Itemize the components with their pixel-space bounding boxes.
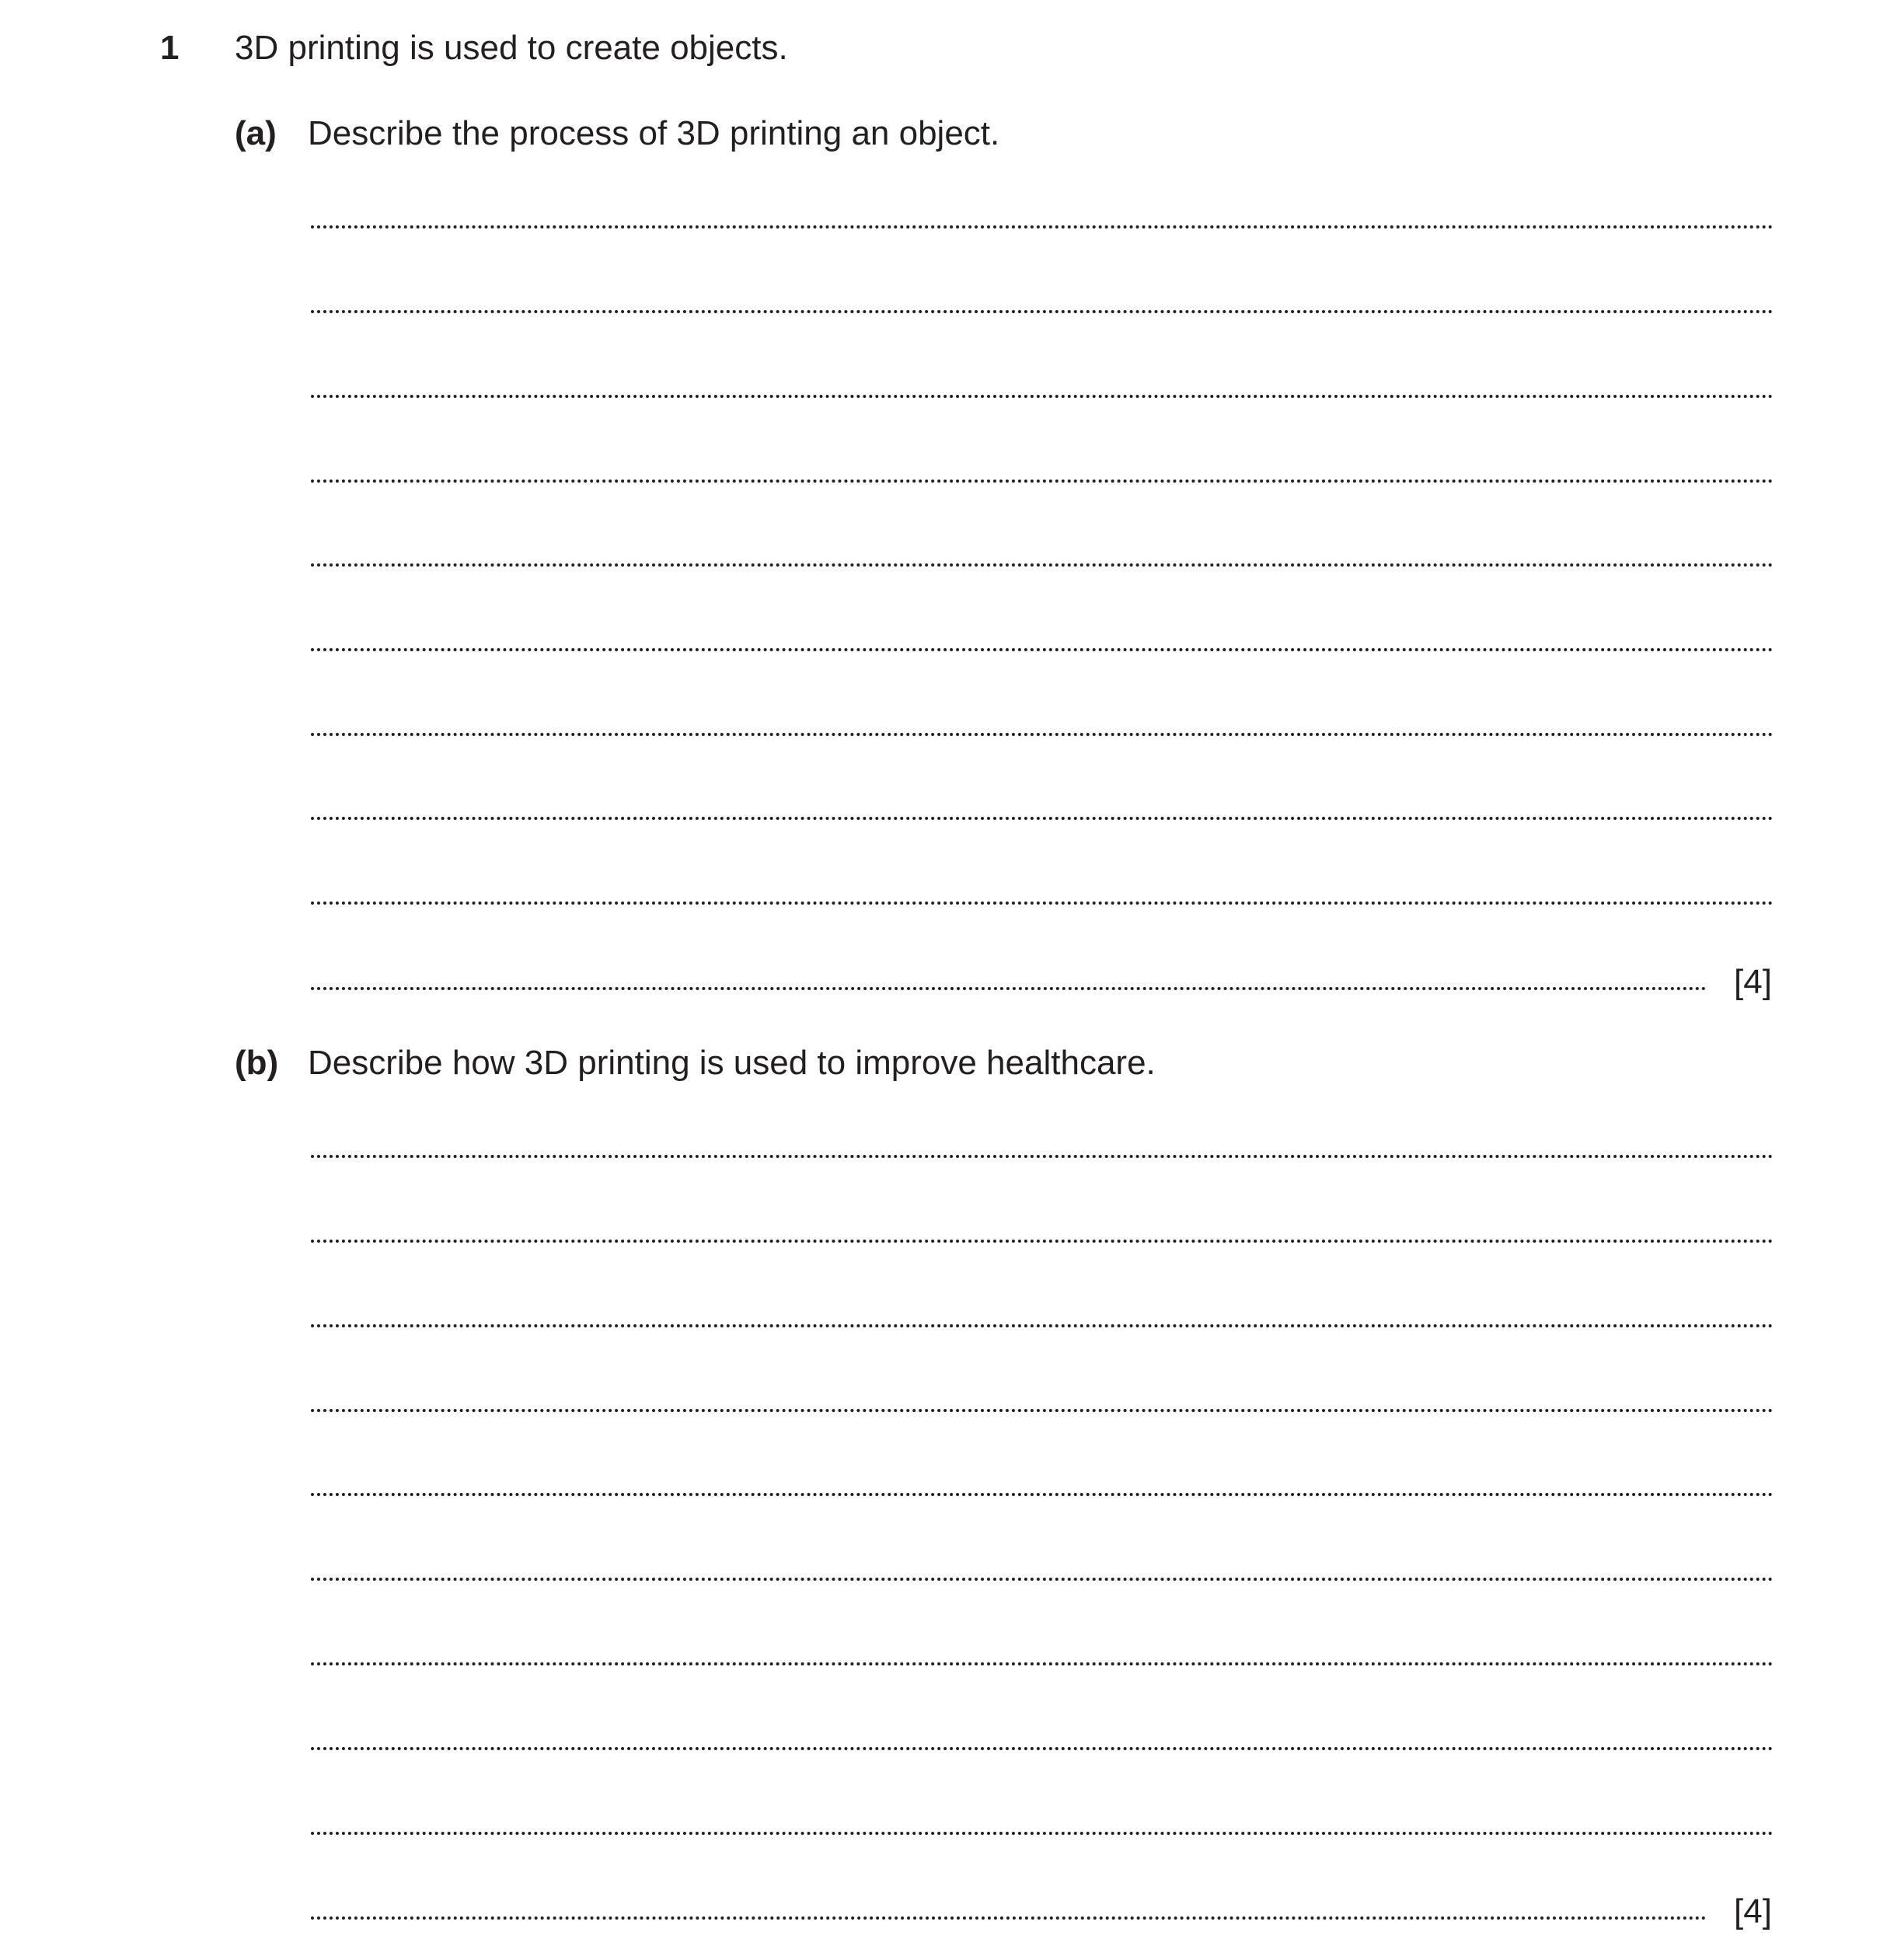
- part-b-answer-line[interactable]: [311, 1916, 1707, 1920]
- part-b-text: Describe how 3D printing is used to improve healthcare.: [308, 1044, 1156, 1082]
- part-a-text: Describe the process of 3D printing an object.: [308, 114, 1000, 152]
- part-b-answer-line[interactable]: [311, 1493, 1774, 1496]
- part-a-answer-line[interactable]: [311, 480, 1774, 483]
- part-a-answer-line[interactable]: [311, 648, 1774, 651]
- part-b-answer-line[interactable]: [311, 1578, 1774, 1581]
- part-a-answer-line[interactable]: [311, 902, 1774, 905]
- part-b-answer-line[interactable]: [311, 1662, 1774, 1665]
- part-b-answer-line[interactable]: [311, 1832, 1774, 1835]
- part-a-label: (a): [235, 114, 277, 152]
- question-stem: 3D printing is used to create objects.: [235, 29, 788, 67]
- part-b-answer-line[interactable]: [311, 1240, 1774, 1243]
- part-b-answer-line[interactable]: [311, 1747, 1774, 1750]
- part-b-marks: [4]: [1734, 1892, 1772, 1930]
- question-number: 1: [160, 29, 180, 67]
- part-a-marks: [4]: [1734, 963, 1772, 1001]
- part-a-answer-line[interactable]: [311, 310, 1774, 313]
- part-a-answer-line[interactable]: [311, 817, 1774, 820]
- part-b-answer-line[interactable]: [311, 1155, 1774, 1158]
- part-a-answer-line[interactable]: [311, 563, 1774, 567]
- part-b-label: (b): [235, 1044, 279, 1082]
- part-a-answer-line[interactable]: [311, 733, 1774, 736]
- part-a-answer-line[interactable]: [311, 225, 1774, 228]
- part-b-answer-line[interactable]: [311, 1324, 1774, 1327]
- part-a-answer-line[interactable]: [311, 395, 1774, 398]
- part-a-answer-line[interactable]: [311, 987, 1707, 990]
- part-b-answer-line[interactable]: [311, 1409, 1774, 1412]
